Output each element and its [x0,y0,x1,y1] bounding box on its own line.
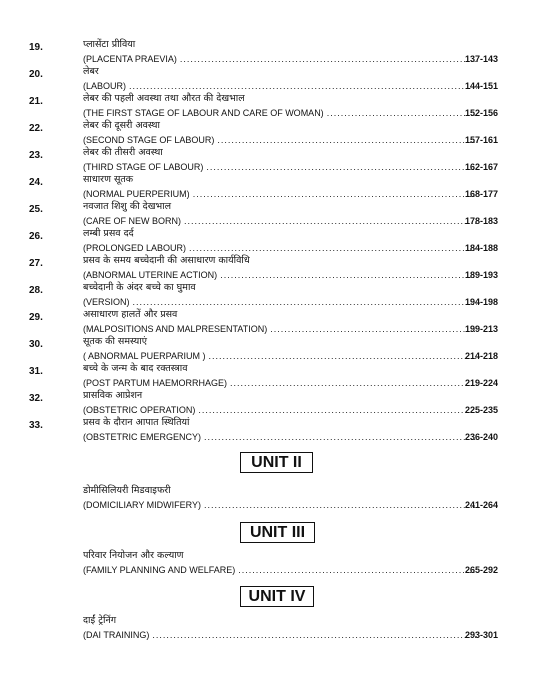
entry-page-range: 219-224 [464,378,498,388]
entry-english-line [83,162,480,176]
entry-hindi-title: असाधारण हालतें और प्रसव [83,309,178,320]
entry-hindi-title: प्लासेंटा प्रीविया [83,39,136,50]
entry-number: 19. [29,42,43,53]
entry-number: 29. [29,312,43,323]
entry-page-range: 168-177 [464,189,498,199]
entry-english-line [83,565,480,579]
entry-english-line [83,378,480,392]
dot-leader [152,630,477,640]
entry-hindi-title: लेबर की तीसरी अवस्था [83,147,163,158]
entry-page-range: 241-264 [464,500,498,510]
entry-english-line [83,54,480,68]
entry-english-line [83,500,480,514]
entry-page-range: 184-188 [464,243,498,253]
entry-hindi-title: साधारण सूतक [83,174,134,185]
entry-english-title: (THE FIRST STAGE OF LABOUR AND CARE OF WOMAN) [83,108,324,118]
dot-leader [189,243,477,253]
entry-english-line [83,630,480,644]
entry-english-title: (SECOND STAGE OF LABOUR) [83,135,215,145]
entry-hindi-title: डोमीसिलियरी मिडवाइफरी [83,485,171,496]
entry-hindi-title: प्रसव के समय बच्चेदानी की असाधारण कार्यविधि [83,255,250,266]
entry-hindi-title: लेबर [83,66,99,77]
dot-leader [198,405,477,415]
entry-number: 21. [29,96,43,107]
dot-leader [129,81,477,91]
entry-hindi-title: लेबर की पहली अवस्था तथा औरत की देखभाल [83,93,245,104]
entry-number: 23. [29,150,43,161]
entry-number: 24. [29,177,43,188]
entry-page-range: 293-301 [464,630,498,640]
entry-english-title: (ABNORMAL UTERINE ACTION) [83,270,218,280]
entry-number: 30. [29,339,43,350]
entry-english-title: (CARE OF NEW BORN) [83,216,181,226]
entry-hindi-title: परिवार नियोजन और कल्याण [83,550,184,561]
unit-heading-3: UNIT III [240,522,315,543]
entry-english-title: (POST PARTUM HAEMORRHAGE) [83,378,228,388]
entry-page-range: 214-218 [464,351,498,361]
entry-number: 25. [29,204,43,215]
unit-heading-4: UNIT IV [240,586,314,607]
entry-page-range: 194-198 [464,297,498,307]
entry-page-range: 157-161 [464,135,498,145]
entry-english-title: (VERSION) [83,297,130,307]
entry-hindi-title: प्रासविक आप्रेशन [83,390,143,401]
entry-english-line [83,216,480,230]
entry-page-range: 144-151 [464,81,498,91]
entry-english-title: (MALPOSITIONS AND MALPRESENTATION) [83,324,268,334]
dot-leader [133,297,477,307]
dot-leader [184,216,477,226]
entry-hindi-title: सूतक की समस्याएं [83,336,147,347]
entry-number: 31. [29,366,43,377]
entry-english-title: (PLACENTA PRAEVIA) [83,54,177,64]
dot-leader [204,432,477,442]
entry-hindi-title: लम्बी प्रसव दर्द [83,228,134,239]
dot-leader [180,54,477,64]
entry-english-title: (FAMILY PLANNING AND WELFARE) [83,565,236,575]
entry-hindi-title: प्रसव के दौरान आपात स्थितियां [83,417,190,428]
entry-page-range: 236-240 [464,432,498,442]
entry-hindi-title: नवजात शिशु की देखभाल [83,201,172,212]
entry-number: 33. [29,420,43,431]
entry-page-range: 199-213 [464,324,498,334]
entry-english-title: (PROLONGED LABOUR) [83,243,187,253]
dot-leader [209,351,477,361]
dot-leader [204,500,477,510]
entry-english-title: (OBSTETRIC OPERATION) [83,405,196,415]
entry-page-range: 265-292 [464,565,498,575]
entry-english-title: (OBSTETRIC EMERGENCY) [83,432,202,442]
dot-leader [193,189,477,199]
entry-hindi-title: बच्चेदानी के अंदर बच्चे का घुमाव [83,282,196,293]
entry-page-range: 152-156 [464,108,498,118]
entry-english-title: (DOMICILIARY MIDWIFERY) [83,500,202,510]
entry-english-title: ( ABNORMAL PUERPARIUM ) [83,351,206,361]
unit-heading-2: UNIT II [240,452,313,473]
entry-english-title: (THIRD STAGE OF LABOUR) [83,162,204,172]
entry-hindi-title: बच्चे के जन्म के बाद रक्तस्त्राव [83,363,188,374]
entry-hindi-title: लेबर की दूसरी अवस्था [83,120,160,131]
entry-english-title: (NORMAL PUERPERIUM) [83,189,190,199]
entry-number: 28. [29,285,43,296]
entry-english-line [83,432,480,446]
entry-english-title: (LABOUR) [83,81,127,91]
entry-number: 22. [29,123,43,134]
dot-leader [206,162,477,172]
entry-number: 20. [29,69,43,80]
entry-english-title: (DAI TRAINING) [83,630,150,640]
entry-page-range: 162-167 [464,162,498,172]
entry-number: 27. [29,258,43,269]
entry-hindi-title: दाईं ट्रेनिंग [83,615,117,626]
entry-number: 26. [29,231,43,242]
entry-page-range: 137-143 [464,54,498,64]
entry-number: 32. [29,393,43,404]
entry-page-range: 189-193 [464,270,498,280]
entry-page-range: 178-183 [464,216,498,226]
entry-page-range: 225-235 [464,405,498,415]
